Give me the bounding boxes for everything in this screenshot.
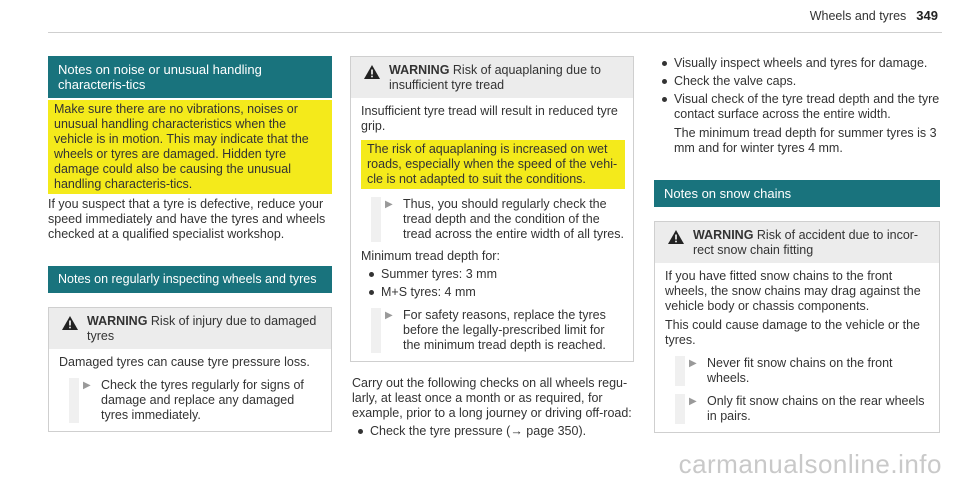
warning-box-damaged-tyres [48, 307, 332, 432]
column-3 [654, 56, 940, 433]
list-item: Visually inspect wheels and tyres for damage. [654, 56, 940, 71]
heading-snow-chains: Notes on snow chains [654, 180, 940, 207]
heading-noise: Notes on noise or unusual handling characteris-tics [48, 56, 332, 98]
min-tread-text: The minimum tread depth for summer tyres is 3 mm and for winter tyres 4 mm. [674, 126, 937, 155]
warning-body [49, 349, 331, 431]
action-step-1 [371, 197, 625, 242]
list-item: Check the valve caps. [654, 74, 940, 89]
action-text: Only fit snow chains on the rear wheels in pairs. [707, 394, 925, 423]
warning-title: Risk of injury due to damaged tyres [87, 314, 317, 343]
carry-out-text: Carry out the following checks on all wheels regu-larly, at least once a month or as required, for example, prior to a long journey or driving off-road: [352, 376, 632, 420]
highlight-noise: Make sure there are no vibrations, noises or unusual handling characteristics when the vehicle is in motion. This may indicate that the wheels or tyres are damaged. Hidden tyre damage could also be causing the unusual handling characteris-tics. [48, 100, 332, 194]
heading-inspecting: Notes on regularly inspecting wheels and tyres [48, 266, 332, 293]
column-1 [48, 56, 332, 432]
action-bar [675, 394, 685, 424]
warning-header [49, 308, 331, 349]
list-item: Summer tyres: 3 mm [361, 267, 625, 282]
warning-title: Risk of accident due to incor-rect snow chain fitting [693, 228, 919, 257]
warning-text: This could cause damage to the vehicle or the tyres. [665, 318, 921, 347]
warning-triangle-icon [363, 64, 381, 80]
min-tread-label: Minimum tread depth for: [361, 249, 500, 263]
action-text: Thus, you should regularly check the tread depth and the condition of the tread across the entire width of all tyres. [403, 197, 624, 241]
warning-label: WARNING [389, 63, 450, 77]
warning-label: WARNING [87, 314, 148, 328]
warning-title: Risk of aquaplaning due to insufficient tyre tread [389, 63, 601, 92]
warning-highlight: The risk of aquaplaning is increased on wet roads, especially when the speed of the vehi-cle is not adapted to suit the conditions. [361, 140, 625, 189]
warning-text: Insufficient tyre tread will result in reduced tyre grip. [361, 104, 618, 133]
action-bar [675, 356, 685, 386]
action-arrow-icon: ▶ [385, 310, 393, 321]
action-step-2 [675, 394, 931, 424]
action-step-1 [675, 356, 931, 386]
warning-triangle-icon [667, 229, 685, 245]
list-item: Visual check of the tyre tread depth and the tyre contact surface across the entire width. [654, 92, 940, 122]
action-arrow-icon: ▶ [689, 396, 697, 407]
warning-box-snow-chains [654, 221, 940, 433]
list-item: Check the tyre pressure (→ page 350). [350, 424, 634, 439]
action-step [69, 378, 323, 423]
warning-box-aquaplaning [350, 56, 634, 362]
warning-text: Damaged tyres can cause tyre pressure loss. [59, 355, 310, 369]
action-text: For safety reasons, replace the tyres before the legally-prescribed limit for the minimum tread depth is reached. [403, 308, 606, 352]
page-header [810, 8, 938, 24]
list-item: M+S tyres: 4 mm [361, 285, 625, 300]
action-step-2 [371, 308, 625, 353]
watermark: carmanualsonline.info [678, 449, 942, 479]
action-bar [371, 197, 381, 242]
warning-triangle-icon [61, 315, 79, 331]
action-text: Never fit snow chains on the front wheels. [707, 356, 893, 385]
action-text: Check the tyres regularly for signs of damage and replace any damaged tyres immediately. [101, 378, 304, 422]
warning-body [655, 263, 939, 432]
action-bar [371, 308, 381, 353]
warning-header [655, 222, 939, 263]
column-2 [350, 56, 634, 439]
page-number: 349 [916, 8, 938, 23]
action-arrow-icon: ▶ [385, 199, 393, 210]
warning-body [351, 98, 633, 361]
section-title: Wheels and tyres [809, 9, 907, 23]
action-arrow-icon: ▶ [83, 380, 91, 391]
action-arrow-icon: ▶ [689, 358, 697, 369]
para-defective: If you suspect that a tyre is defective, reduce your speed immediately and have the tyres and wheels checked at a qualified specialist workshop. [48, 197, 326, 241]
warning-label: WARNING [693, 228, 754, 242]
warning-header [351, 57, 633, 98]
header-divider [48, 32, 942, 33]
action-bar [69, 378, 79, 423]
warning-text: If you have fitted snow chains to the front wheels, the snow chains may drag against the vehicle body or chassis components. [665, 269, 921, 313]
